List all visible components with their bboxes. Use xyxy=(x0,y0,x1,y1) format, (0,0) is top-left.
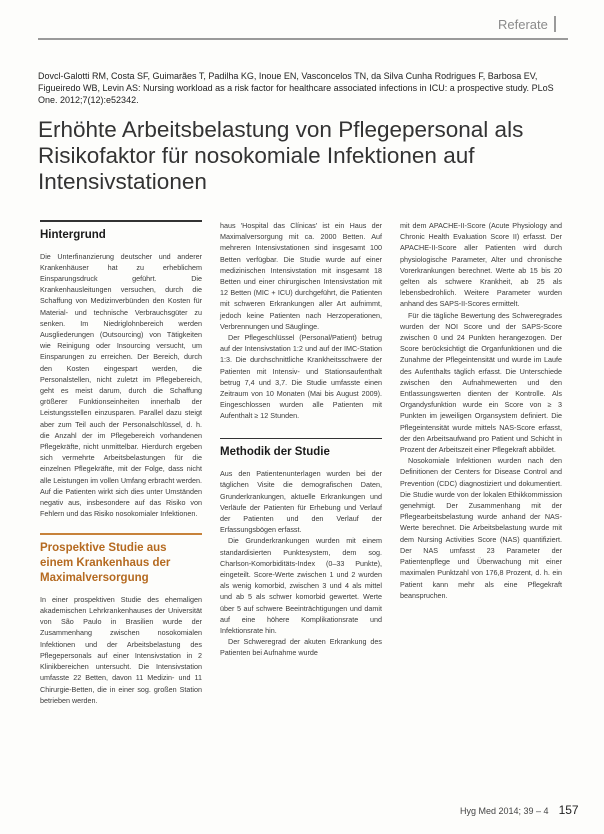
heading-rule xyxy=(40,533,202,535)
paragraph: Nosokomiale Infektionen wurden nach den Definitionen der Centers for Disease Control and Prevention (CDC) diagnostiziert und dokumentiert. Die Studie wurde von der lokalen Ethikkommission genehmigt. Der Zusammenhang mit der Pflegearbeitsbelastung wurde anhand der NAS-Werte berechnet. Die Arbeitsbelastung wurde mit dem Nursing Activities Score (NAS) quantifiziert. Der NAS umfasst 23 Parameter der Patientenpflege und Überwachung mit einer maximalen Punktzahl von 176,8 Prozent, d. h. ein Patient kann mehr als eine Pflegekraft beanspruchen. xyxy=(400,456,562,600)
paragraph: Die Unterfinanzierung deutscher und anderer Krankenhäuser hat zu erheblichem Einsparungsdruck geführt. Die Krankenhausleitungen versuchen, durch die Schaffung von Medizinverbünden den Kosten für Material- und technische Verbrauchsgüter zu senken. Im Niedriglohnbereich werden Ausgliederungen (Outsourcing) von Tätigkeiten wie Reinigung oder Insourcing versucht, um Einsparungen zu erreichen. Der Bereich, durch den Kosten eingespart werden, die Personalstellen, nicht zuletzt im Pflegebereich, geht es meist darum, durch die Schaffung größerer Funktionseinheiten innerhalb der Leistungsstellen einzusparen. Parallel dazu steigt aber zum Teil auch der Personalschlüssel, d. h. die Anzahl der im Pflegebereich vorhandenen Pflegekräfte, nicht unmittelbar. Hierdurch ergeben sich vermehrte Arbeitsbelastungen für die einzelnen Pflegekräfte, mit der Folge, dass nicht alle Leistungen im vollen Umfang erbracht werden. Auf die Patienten wirkt sich dies unter Umständen negativ aus, insbesondere auf das Risiko von Fehlern und das Risiko nosokomialer Infektionen. xyxy=(40,251,202,519)
paragraph: Für die tägliche Bewertung des Schweregrades wurden der NOI Score und der SAPS-Score zwischen 0 und 24 Punkten herangezogen. Der Score berücksichtigt die Organfunktionen und die Zunahme der Pflegeintensität und wurde im Laufe des Aufenthalts täglich erfasst. Die Unterschiede zwischen den Aufnahmewerten und den Entlassungswerten dienten der Kontrolle. Als Organdysfunktion wurde ein Score von ≥ 3 Punkten im jeweiligen Organsystem definiert. Die Pflegeintensität wurde mittels NAS-Score erfasst, der den Arbeitsaufwand pro Patient und Schicht in Prozent der Arbeitszeit einer Pflegekraft abbildet. xyxy=(400,310,562,455)
column-3 xyxy=(400,220,562,601)
page-number: 157 xyxy=(558,803,579,817)
paragraph: Der Schweregrad der akuten Erkrankung des Patienten bei Aufnahme wurde xyxy=(220,637,382,658)
heading-rule xyxy=(220,438,382,440)
column-1 xyxy=(40,220,202,706)
header-rule xyxy=(38,38,568,40)
paragraph: Aus den Patientenunterlagen wurden bei der täglichen Visite die demografischen Daten, Grunderkrankungen, aktuelle Erkrankungen und Verläufe der Patienten für Erhebung und Verlauf der Patienten und den Verlauf der Erfassungsbögen erfasst. xyxy=(220,469,382,535)
paragraph: mit dem APACHE-II-Score (Acute Physiology and Chronic Health Evaluation Score II) erfasst. Der APACHE-II-Score aller Patienten wird durch physiologische Parameter, Alter und chronische Vorerkrankungen berechnet. Werte ab 15 bis 20 gelten als schwere Krankheit, ab 25 als lebensbedrohlich. Weitere Parameter wurden anhand des SAPS-II-Scores ermittelt. xyxy=(400,221,562,309)
section-label xyxy=(498,13,556,35)
citation: Dovcl-Galotti RM, Costa SF, Guimarães T, Padilha KG, Inoue EN, Vasconcelos TN, da Silva Cunha Rodrigues F, Barbosa EV, Figueiredo WB, Levin AS: Nursing workload as a risk factor for healthcare associated infections in ICU: a prospective study. PLoS One. 2012;7(12):e52342. xyxy=(38,71,554,105)
journal-reference: Hyg Med 2014; 39 – 4 xyxy=(460,806,549,816)
paragraph: Die Grunderkrankungen wurden mit einem standardisierten Punktesystem, dem sog. Charlson-Komorbiditäts-Index (0–33 Punkte), eingeteilt. Score-Werte zwischen 1 und 2 wurden als wenig komorbid, zwischen 3 und 4 als mittel und ab 5 als schwer komorbid gewertet. Werte über 5 auf schwere Beeinträchtigungen und damit auf eine höhere Komplikationsrate und Infektionsrate hin. xyxy=(220,536,382,635)
section-divider xyxy=(554,16,556,32)
column-2 xyxy=(220,220,382,659)
section-heading-hintergrund: Hintergrund xyxy=(40,228,106,241)
section-heading-methodik: Methodik der Studie xyxy=(220,446,330,459)
page-footer xyxy=(460,803,579,817)
heading-rule xyxy=(40,220,202,222)
paragraph: haus 'Hospital das Clínicas' ist ein Haus der Maximalversorgung mit ca. 2000 Betten. Auf mehreren Intensivstationen sind insgesamt 100 Betten verfügbar. Die Studie wurde auf einer medizinischen Intensivstation mit insgesamt 18 Betten und einer chirurgischen Intensivstation mit 12 Betten (MIC + ICU) durchgeführt, die Patienten mit schweren Erkrankungen aller Art aufnimmt, jedoch keine Patienten nach Herzoperationen, Verbrennungen und Säuglinge. xyxy=(220,221,382,331)
section-label-text: Referate xyxy=(498,16,548,32)
article-title: Erhöhte Arbeitsbelastung von Pflegepersonal als Risikofaktor für nosokomiale Infektionen auf Intensivstationen xyxy=(38,117,524,194)
paragraph: Der Pflegeschlüssel (Personal/Patient) betrug auf der Intensivstation 1:2 und auf der IMC-Station 1:3. Die durchschnittliche Krankheitsschwere der Patienten mit Intensiv- und Stationsaufenthalt betrug 7,4 und 3,7. Die Studie umfasste einen Zeitraum von 10 Monaten (Mai bis August 2009). Eingeschlossen wurden alle Patienten mit Aufenthalt ≥ 12 Stunden. xyxy=(220,333,382,421)
paragraph: In einer prospektiven Studie des ehemaligen akademischen Lehrkrankenhauses der Universität von São Paulo in Brasilien wurde der Zusammenhang zwischen nosokomialen Infektionen und der Arbeitsbelastung des Pflegepersonals auf einer Intensivstation in 2 Klinikbereichen untersucht. Die Intensivstation umfasste 22 Betten, davon 11 Medizin- und 11 Chirurgie-Betten, die in einer sog. großen Station betrieben werden. xyxy=(40,594,202,705)
section-heading-prospektive-studie: Prospektive Studie aus einem Krankenhaus der Maximalversorgung xyxy=(40,541,171,584)
